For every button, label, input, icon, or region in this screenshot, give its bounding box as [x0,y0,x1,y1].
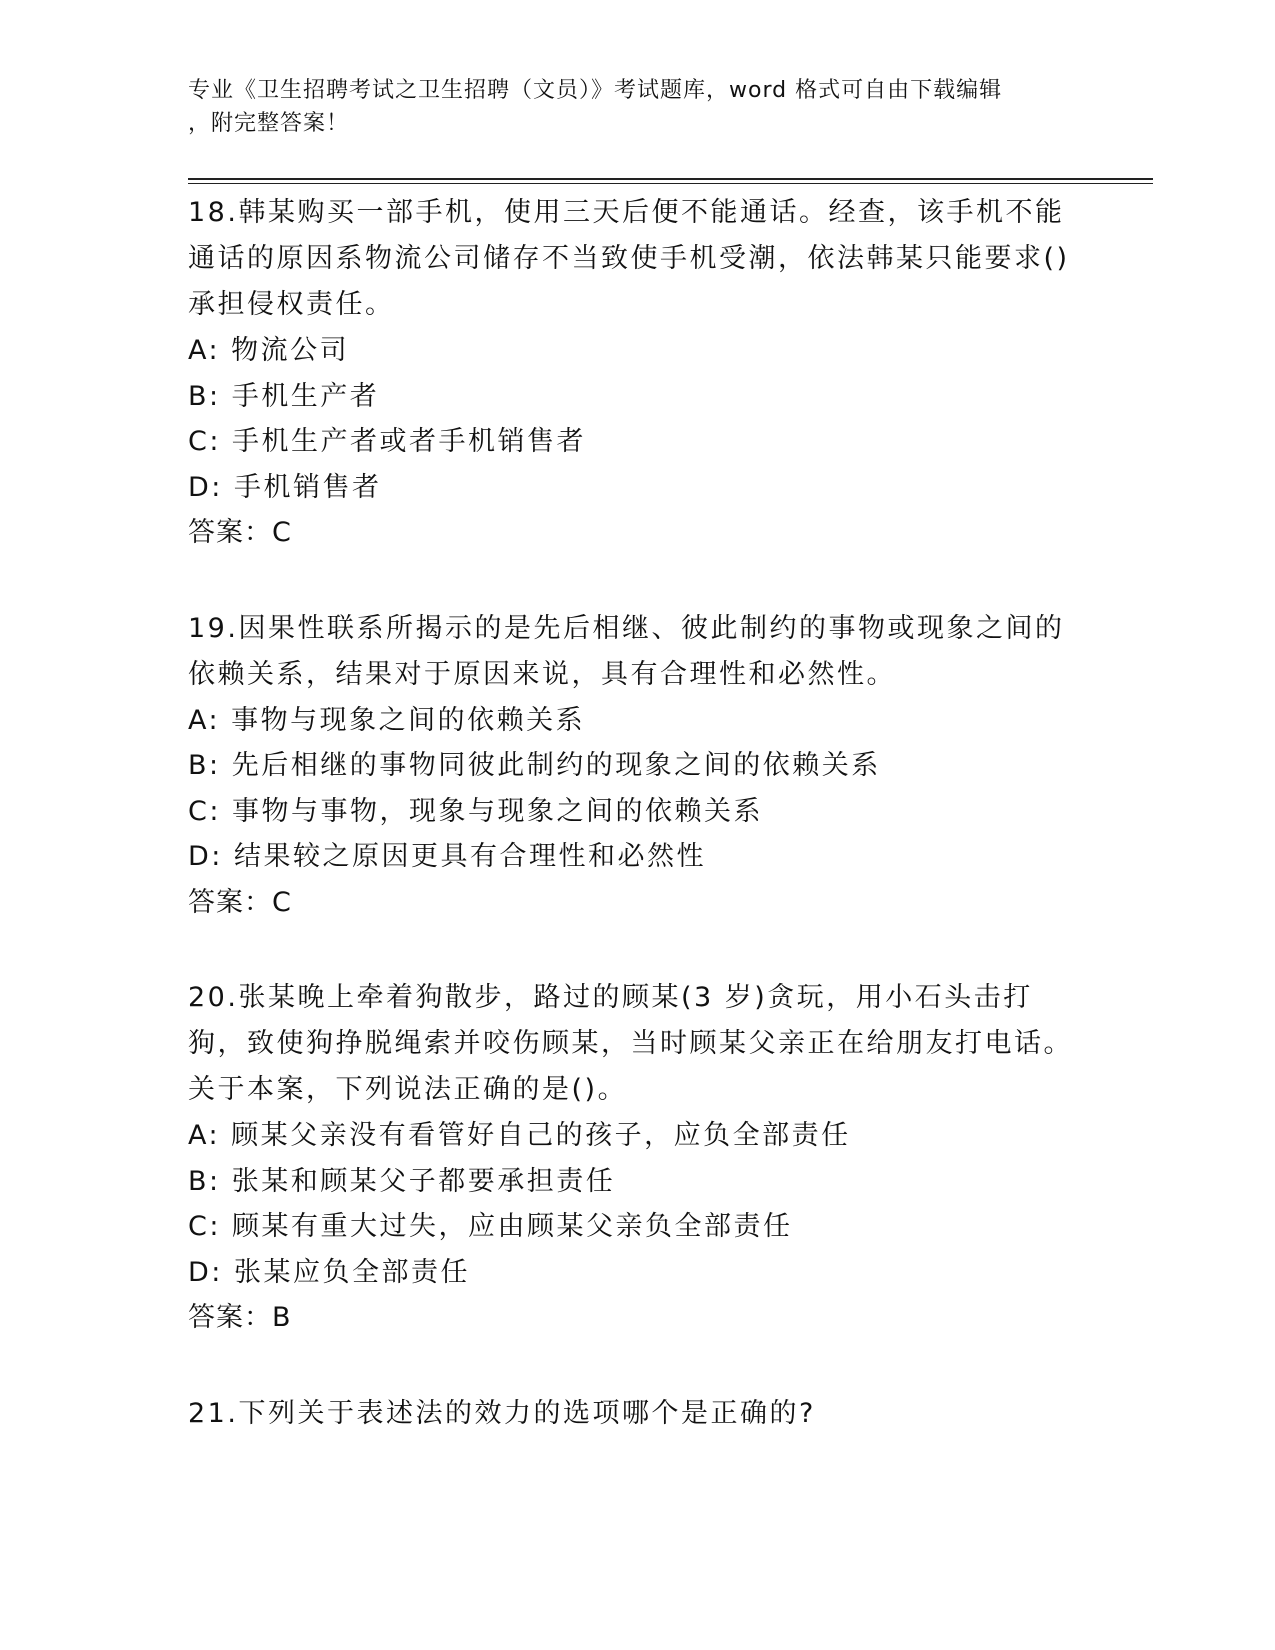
header-divider-thick [188,178,1153,180]
answer-line: 答案：C [188,886,292,918]
option-b: B: 手机生产者 [188,380,380,412]
header-line-2: ，附完整答案！ [188,111,350,136]
option-c: C: 顾某有重大过失，应由顾某父亲负全部责任 [188,1211,793,1242]
answer-line: 答案：C [188,517,292,548]
question-stem: 20.张某晚上牵着狗散步，路过的顾某(3 岁)贪玩，用小石头击打狗，致使狗挣脱绳索并咬伤顾某，当时顾某父亲正在给朋友打电话。关于本案，下列说法正确的是()。 [188,982,1073,1105]
option-c: C: 事物与事物，现象与现象之间的依赖关系 [188,795,764,827]
option-a: A: 物流公司 [188,335,350,366]
header-line-1: 专业《卫生招聘考试之卫生招聘（文员）》考试题库，word 格式可自由下载编辑 [188,78,1003,103]
question-19 [188,606,1088,926]
question-stem: 18.韩某购买一部手机，使用三天后便不能通话。经查，该手机不能通话的原因系物流公司储存不当致使手机受潮，依法韩某只能要求()承担侵权责任。 [188,197,1070,320]
question-20 [188,975,1088,1341]
option-c: C: 手机生产者或者手机销售者 [188,426,587,457]
question-list [188,190,1088,1487]
option-a: A: 事物与现象之间的依赖关系 [188,704,586,736]
question-stem: 21.下列关于表述法的效力的选项哪个是正确的? [188,1397,816,1429]
answer-line: 答案：B [188,1302,292,1333]
header-divider-thin [188,183,1153,184]
option-a: A: 顾某父亲没有看管好自己的孩子，应负全部责任 [188,1120,851,1151]
document-header [188,74,1068,140]
option-b: B: 张某和顾某父子都要承担责任 [188,1165,616,1197]
question-21 [188,1391,1088,1437]
question-stem: 19.因果性联系所揭示的是先后相继、彼此制约的事物或现象之间的依赖关系，结果对于原因来说，具有合理性和必然性。 [188,612,1065,690]
option-d: D: 手机销售者 [188,471,382,503]
question-18 [188,190,1088,556]
option-d: D: 张某应负全部责任 [188,1256,470,1288]
option-b: B: 先后相继的事物同彼此制约的现象之间的依赖关系 [188,750,881,781]
option-d: D: 结果较之原因更具有合理性和必然性 [188,841,706,872]
